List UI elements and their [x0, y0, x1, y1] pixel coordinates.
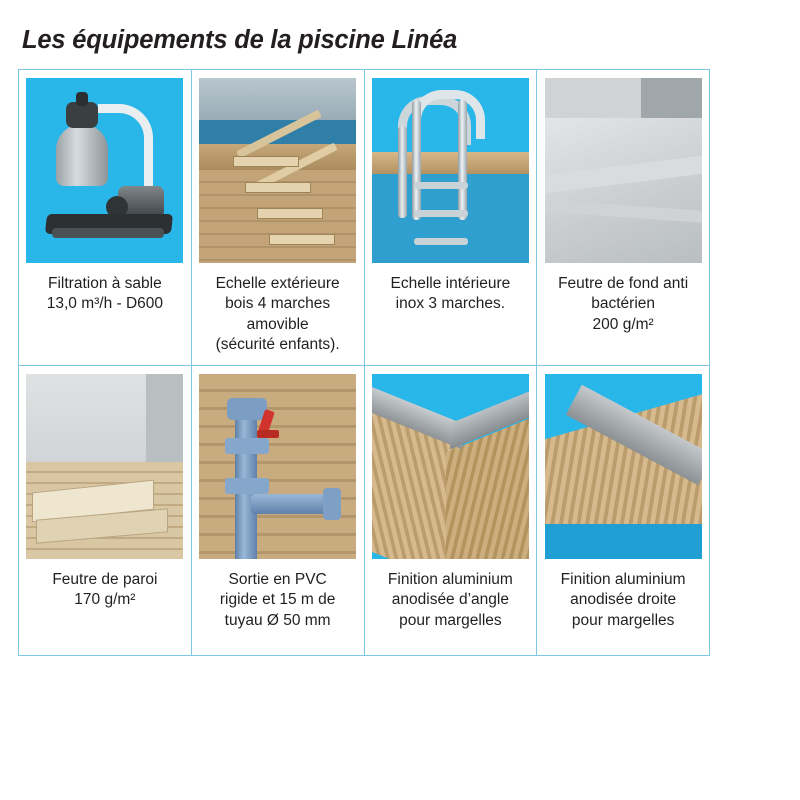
- caption-line: anodisée d’angle: [391, 591, 509, 609]
- equipment-cell-feutre-de-fond[interactable]: [537, 70, 710, 366]
- caption-line: 200 g/m²: [592, 315, 654, 333]
- caption-line: (sécurité enfants).: [215, 336, 340, 354]
- caption-line: Echelle intérieure: [390, 275, 511, 292]
- equipment-caption: [543, 570, 703, 631]
- caption-line: bactérien: [591, 295, 655, 313]
- caption-line: amovible: [246, 315, 309, 333]
- caption-line: tuyau Ø 50 mm: [224, 611, 331, 629]
- caption-line: Feutre de fond anti: [558, 275, 689, 292]
- equipment-cell-echelle-interieure[interactable]: [365, 70, 538, 366]
- pvc-outlet-photo: [199, 374, 356, 559]
- stainless-inside-ladder-photo: [372, 78, 529, 263]
- caption-line: Echelle extérieure: [215, 275, 340, 292]
- equipment-cell-feutre-de-paroi[interactable]: [19, 366, 192, 656]
- aluminium-corner-finish-photo: [372, 374, 529, 559]
- wall-felt-photo: [26, 374, 183, 559]
- aluminium-straight-finish-photo: [545, 374, 702, 559]
- caption-line: Finition aluminium: [560, 571, 686, 588]
- caption-line: 13,0 m³/h - D600: [46, 295, 164, 313]
- caption-line: pour margelles: [571, 611, 675, 629]
- page-title: Les équipements de la piscine Linéa: [22, 26, 458, 54]
- caption-line: rigide et 15 m de: [219, 591, 336, 609]
- sand-filter-photo: [26, 78, 183, 263]
- equipment-caption: [198, 274, 358, 356]
- caption-line: Feutre de paroi: [52, 571, 158, 588]
- equipment-cell-filtration[interactable]: [19, 70, 192, 366]
- equipment-caption: [543, 274, 703, 335]
- wooden-outside-ladder-photo: [199, 78, 356, 263]
- equipment-cell-echelle-exterieure[interactable]: [192, 70, 365, 366]
- caption-line: anodisée droite: [570, 591, 677, 609]
- caption-line: bois 4 marches: [225, 295, 331, 313]
- caption-line: Finition aluminium: [387, 571, 513, 588]
- equipment-cell-sortie-pvc[interactable]: [192, 366, 365, 656]
- grid-row: [19, 70, 710, 366]
- bottom-felt-photo: [545, 78, 702, 263]
- equipment-grid: [18, 69, 710, 656]
- grid-row: [19, 366, 710, 656]
- caption-line: 170 g/m²: [74, 591, 136, 609]
- equipment-caption: [371, 570, 531, 631]
- caption-line: pour margelles: [399, 611, 502, 629]
- caption-line: Filtration à sable: [48, 275, 162, 292]
- equipment-caption: [198, 570, 358, 631]
- caption-line: Sortie en PVC: [228, 571, 327, 588]
- equipment-cell-finition-droite[interactable]: [537, 366, 710, 656]
- equipment-caption: [371, 274, 531, 315]
- equipment-caption: [25, 570, 185, 611]
- caption-line: inox 3 marches.: [395, 295, 506, 313]
- equipment-cell-finition-angle[interactable]: [365, 366, 538, 656]
- equipment-caption: [25, 274, 185, 315]
